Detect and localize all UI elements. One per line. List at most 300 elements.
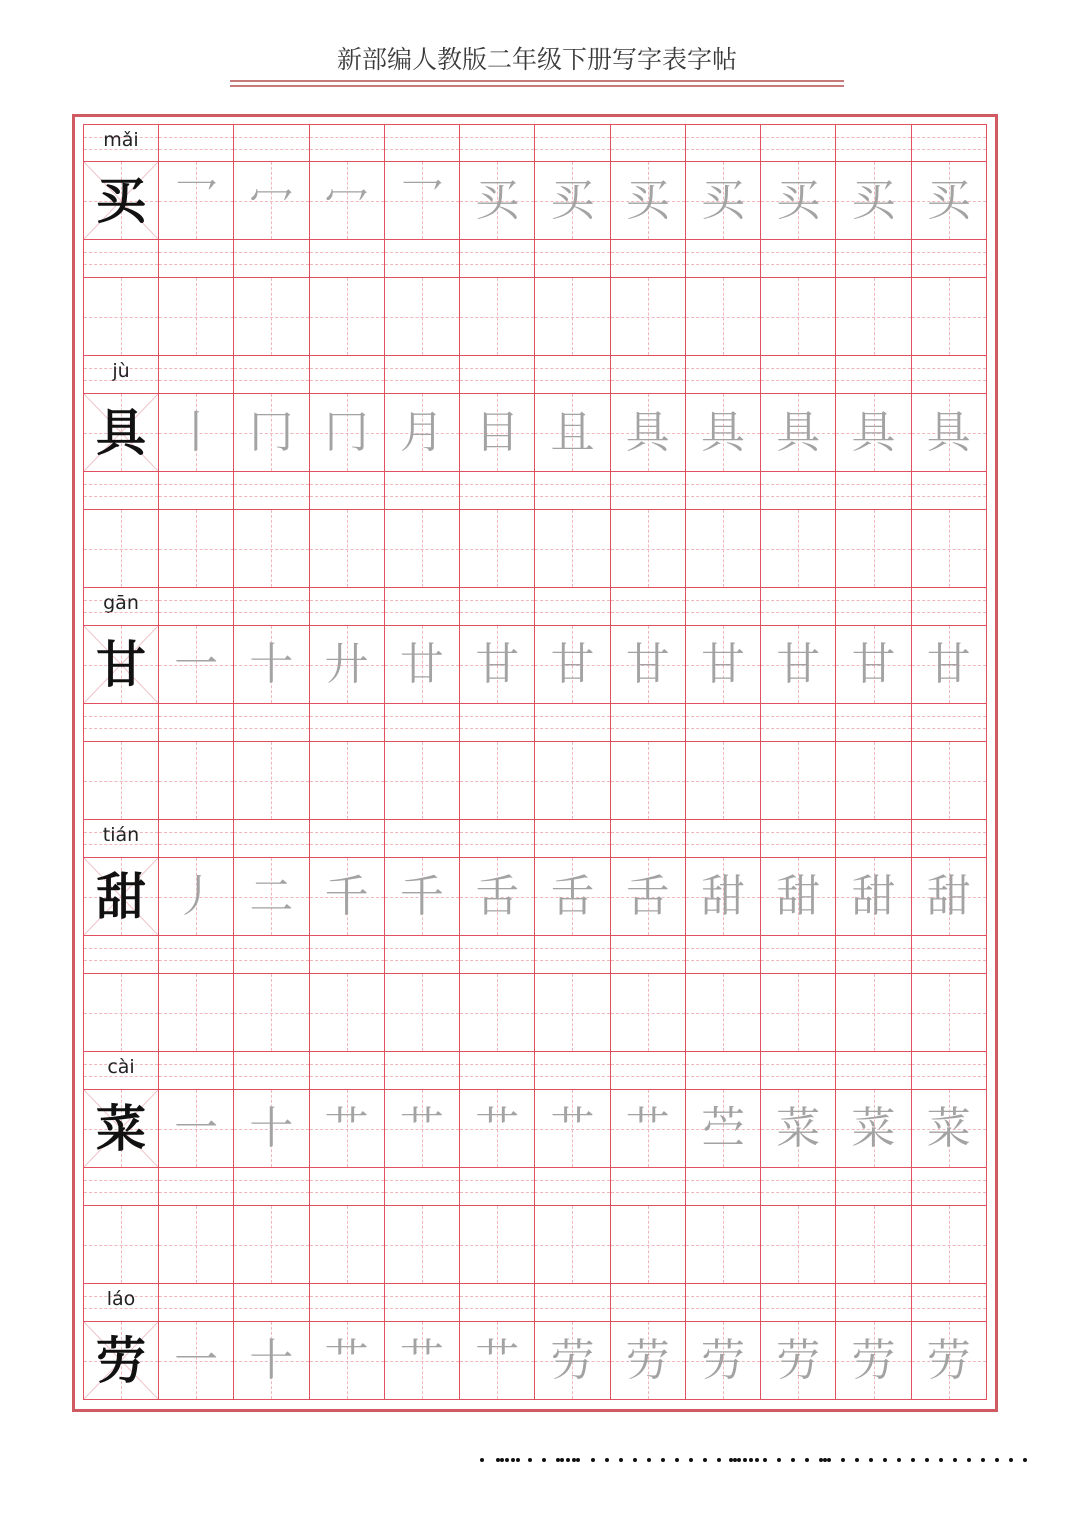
- stroke-step-glyph: 甘: [926, 639, 971, 690]
- pinyin-label: jù: [112, 360, 130, 382]
- blank-writing-cell[interactable]: [159, 510, 234, 588]
- blank-writing-cell[interactable]: [761, 974, 836, 1052]
- pinyin-practice-cell: [460, 1052, 535, 1090]
- blank-pinyin-cell: [535, 472, 610, 510]
- stroke-step-glyph: 舌: [475, 871, 520, 922]
- blank-pinyin-cell: [159, 704, 234, 742]
- pinyin-practice-cell: [611, 1052, 686, 1090]
- pinyin-practice-cell: [836, 124, 911, 162]
- stroke-order-cell: [912, 626, 987, 704]
- character-block: [83, 588, 987, 820]
- blank-writing-cell[interactable]: [159, 278, 234, 356]
- horizontal-guide: [761, 1013, 835, 1014]
- blank-writing-row: [83, 742, 987, 820]
- blank-writing-cell[interactable]: [611, 974, 686, 1052]
- pinyin-practice-cell: [310, 588, 385, 626]
- model-character: 具: [96, 403, 146, 462]
- horizontal-guide: [611, 1013, 685, 1014]
- footer-dots: [470, 1458, 1070, 1468]
- pinyin-practice-cell: [460, 820, 535, 858]
- character-block: [83, 1052, 987, 1284]
- horizontal-guide: [761, 781, 835, 782]
- blank-pinyin-cell: [159, 936, 234, 974]
- stroke-order-cell: [310, 626, 385, 704]
- stroke-order-cell: [460, 162, 535, 240]
- stroke-step-glyph: 甘: [475, 639, 520, 690]
- dot: [703, 1458, 707, 1462]
- stroke-order-cell: [385, 626, 460, 704]
- blank-pinyin-cell: [385, 1168, 460, 1206]
- horizontal-guide: [234, 549, 308, 550]
- pinyin-practice-cell: [234, 1052, 309, 1090]
- pinyin-practice-cell: [159, 1284, 234, 1322]
- stroke-step-glyph: 劳: [851, 1335, 896, 1386]
- blank-pinyin-row: [83, 472, 987, 510]
- stroke-step-glyph: 乛: [174, 175, 219, 226]
- blank-writing-cell[interactable]: [611, 278, 686, 356]
- stroke-step-glyph: 买: [475, 175, 520, 226]
- stroke-step-glyph: 一: [174, 639, 219, 690]
- stroke-order-cell: [310, 162, 385, 240]
- pinyin-practice-cell: [912, 588, 987, 626]
- stroke-order-cell: [686, 1090, 761, 1168]
- pinyin-practice-cell: [460, 1284, 535, 1322]
- stroke-order-cell: [159, 162, 234, 240]
- blank-writing-cell[interactable]: [611, 1206, 686, 1284]
- blank-writing-cell[interactable]: [686, 742, 761, 820]
- blank-writing-cell[interactable]: [761, 278, 836, 356]
- stroke-order-cell: [234, 858, 309, 936]
- horizontal-guide: [385, 317, 459, 318]
- blank-pinyin-cell: [836, 240, 911, 278]
- horizontal-guide: [686, 317, 760, 318]
- stroke-step-glyph: 艹: [399, 1103, 444, 1154]
- stroke-order-cell: [836, 394, 911, 472]
- dot: [953, 1458, 957, 1462]
- dot: [511, 1458, 515, 1462]
- pinyin-practice-cell: [761, 820, 836, 858]
- pinyin-cell: [83, 356, 159, 394]
- dot: [591, 1458, 595, 1462]
- horizontal-guide: [611, 317, 685, 318]
- stroke-order-cell: [385, 394, 460, 472]
- dot: [689, 1458, 693, 1462]
- blank-pinyin-cell: [83, 472, 159, 510]
- stroke-order-cell: [611, 1322, 686, 1400]
- dot: [542, 1458, 546, 1462]
- dot: [755, 1458, 759, 1462]
- blank-writing-cell[interactable]: [686, 974, 761, 1052]
- pinyin-practice-cell: [385, 820, 460, 858]
- blank-pinyin-cell: [310, 936, 385, 974]
- blank-writing-cell[interactable]: [611, 742, 686, 820]
- blank-pinyin-cell: [611, 704, 686, 742]
- blank-writing-cell[interactable]: [310, 742, 385, 820]
- horizontal-guide: [912, 317, 986, 318]
- pinyin-practice-cell: [234, 1284, 309, 1322]
- blank-pinyin-cell: [686, 936, 761, 974]
- blank-writing-cell[interactable]: [83, 974, 159, 1052]
- stroke-step-glyph: 甜: [851, 871, 896, 922]
- blank-pinyin-cell: [686, 704, 761, 742]
- horizontal-guide: [535, 1013, 609, 1014]
- stroke-order-cell: [234, 394, 309, 472]
- blank-writing-cell[interactable]: [234, 278, 309, 356]
- model-character-cell: [83, 626, 159, 704]
- stroke-order-cell: [535, 162, 610, 240]
- pinyin-cell: [83, 124, 159, 162]
- horizontal-guide: [460, 781, 534, 782]
- blank-writing-cell[interactable]: [686, 278, 761, 356]
- blank-pinyin-cell: [385, 472, 460, 510]
- pinyin-practice-cell: [310, 1284, 385, 1322]
- pinyin-practice-cell: [686, 124, 761, 162]
- stroke-step-glyph: 廾: [324, 639, 369, 690]
- blank-pinyin-cell: [611, 240, 686, 278]
- stroke-order-cell: [686, 1322, 761, 1400]
- stroke-step-glyph: 冂: [324, 407, 369, 458]
- horizontal-guide: [310, 1245, 384, 1246]
- stroke-order-cell: [159, 394, 234, 472]
- stroke-order-cell: [761, 1322, 836, 1400]
- stroke-step-glyph: 甘: [625, 639, 670, 690]
- pinyin-practice-cell: [385, 1052, 460, 1090]
- blank-writing-cell[interactable]: [912, 1206, 987, 1284]
- blank-pinyin-cell: [912, 1168, 987, 1206]
- blank-writing-cell[interactable]: [535, 742, 610, 820]
- character-block: [83, 820, 987, 1052]
- character-block: [83, 356, 987, 588]
- stroke-step-glyph: 月: [399, 407, 444, 458]
- blank-pinyin-cell: [611, 472, 686, 510]
- blank-writing-cell[interactable]: [686, 510, 761, 588]
- dot: [633, 1458, 637, 1462]
- blank-writing-cell[interactable]: [535, 510, 610, 588]
- blank-writing-cell[interactable]: [836, 510, 911, 588]
- blank-pinyin-row: [83, 1168, 987, 1206]
- stroke-step-glyph: 艹: [399, 1335, 444, 1386]
- blank-writing-cell[interactable]: [159, 1206, 234, 1284]
- blank-writing-cell[interactable]: [385, 510, 460, 588]
- blank-writing-cell[interactable]: [460, 278, 535, 356]
- blank-pinyin-cell: [686, 1168, 761, 1206]
- dot: [855, 1458, 859, 1462]
- stroke-step-glyph: 一: [174, 1103, 219, 1154]
- stroke-step-glyph: 十: [249, 1335, 294, 1386]
- blank-pinyin-cell: [836, 1168, 911, 1206]
- blank-writing-cell[interactable]: [385, 1206, 460, 1284]
- stroke-step-glyph: 菜: [851, 1103, 896, 1154]
- stroke-order-cell: [761, 1090, 836, 1168]
- stroke-order-cell: [686, 162, 761, 240]
- stroke-step-glyph: 丨: [174, 407, 219, 458]
- dot: [566, 1458, 570, 1462]
- blank-pinyin-cell: [761, 704, 836, 742]
- stroke-order-cell: [836, 858, 911, 936]
- blank-writing-cell[interactable]: [385, 278, 460, 356]
- blank-pinyin-cell: [385, 704, 460, 742]
- stroke-order-cell: [912, 858, 987, 936]
- model-character-cell: [83, 858, 159, 936]
- stroke-order-cell: [460, 1322, 535, 1400]
- stroke-order-cell: [385, 1322, 460, 1400]
- pinyin-practice-cell: [836, 820, 911, 858]
- blank-pinyin-cell: [234, 704, 309, 742]
- horizontal-guide: [836, 1013, 910, 1014]
- blank-writing-cell[interactable]: [460, 974, 535, 1052]
- blank-writing-cell[interactable]: [159, 974, 234, 1052]
- stroke-step-glyph: 舌: [550, 871, 595, 922]
- dot: [605, 1458, 609, 1462]
- dot: [717, 1458, 721, 1462]
- stroke-step-glyph: 目: [475, 407, 520, 458]
- horizontal-guide: [385, 1245, 459, 1246]
- blank-pinyin-cell: [761, 936, 836, 974]
- stroke-step-glyph: 冖: [249, 175, 294, 226]
- horizontal-guide: [535, 1245, 609, 1246]
- pinyin-practice-cell: [912, 356, 987, 394]
- stroke-order-cell: [535, 858, 610, 936]
- pinyin-practice-cell: [836, 1052, 911, 1090]
- stroke-order-cell: [611, 394, 686, 472]
- blank-writing-cell[interactable]: [761, 742, 836, 820]
- blank-writing-cell[interactable]: [761, 1206, 836, 1284]
- stroke-step-glyph: 具: [776, 407, 821, 458]
- pinyin-practice-cell: [761, 1284, 836, 1322]
- stroke-order-cell: [686, 626, 761, 704]
- pinyin-practice-cell: [460, 124, 535, 162]
- pinyin-cell: [83, 588, 159, 626]
- stroke-step-glyph: 具: [851, 407, 896, 458]
- blank-writing-cell[interactable]: [234, 742, 309, 820]
- model-character: 甘: [96, 635, 146, 694]
- pinyin-practice-cell: [535, 1284, 610, 1322]
- character-row: [83, 1090, 987, 1168]
- stroke-order-cell: [611, 1090, 686, 1168]
- blank-writing-cell[interactable]: [912, 742, 987, 820]
- stroke-order-cell: [761, 858, 836, 936]
- stroke-order-cell: [234, 626, 309, 704]
- blank-writing-cell[interactable]: [460, 1206, 535, 1284]
- blank-pinyin-cell: [836, 936, 911, 974]
- pinyin-cell: [83, 1284, 159, 1322]
- pinyin-practice-cell: [234, 124, 309, 162]
- pinyin-practice-cell: [836, 588, 911, 626]
- blank-pinyin-row: [83, 704, 987, 742]
- horizontal-guide: [912, 1245, 986, 1246]
- horizontal-guide: [460, 317, 534, 318]
- blank-writing-cell[interactable]: [611, 510, 686, 588]
- pinyin-label: láo: [106, 1288, 136, 1310]
- blank-pinyin-cell: [912, 936, 987, 974]
- stroke-order-cell: [912, 1322, 987, 1400]
- horizontal-guide: [84, 781, 158, 782]
- stroke-step-glyph: 苎: [700, 1103, 745, 1154]
- blank-writing-cell[interactable]: [234, 1206, 309, 1284]
- pinyin-label: cài: [107, 1056, 135, 1078]
- pinyin-practice-cell: [535, 356, 610, 394]
- stroke-step-glyph: 十: [249, 1103, 294, 1154]
- horizontal-guide: [385, 1013, 459, 1014]
- stroke-step-glyph: 艹: [324, 1335, 369, 1386]
- blank-writing-cell[interactable]: [310, 1206, 385, 1284]
- blank-pinyin-cell: [912, 472, 987, 510]
- pinyin-practice-cell: [686, 1284, 761, 1322]
- blank-writing-cell[interactable]: [310, 510, 385, 588]
- horizontal-guide: [310, 317, 384, 318]
- blank-writing-cell[interactable]: [460, 510, 535, 588]
- stroke-order-cell: [535, 394, 610, 472]
- stroke-order-cell: [460, 394, 535, 472]
- pinyin-practice-cell: [310, 124, 385, 162]
- stroke-step-glyph: 千: [399, 871, 444, 922]
- title-rule-bottom: [230, 85, 844, 87]
- pinyin-practice-cell: [912, 820, 987, 858]
- pinyin-row: [83, 1052, 987, 1090]
- blank-pinyin-cell: [234, 936, 309, 974]
- stroke-step-glyph: 十: [249, 639, 294, 690]
- pinyin-practice-cell: [234, 356, 309, 394]
- model-character-cell: [83, 162, 159, 240]
- blank-writing-cell[interactable]: [836, 742, 911, 820]
- stroke-step-glyph: 艹: [324, 1103, 369, 1154]
- stroke-order-cell: [385, 1090, 460, 1168]
- page-title: 新部编人教版二年级下册写字表字帖: [336, 45, 737, 74]
- horizontal-guide: [611, 549, 685, 550]
- blank-writing-cell[interactable]: [385, 742, 460, 820]
- pinyin-practice-cell: [761, 356, 836, 394]
- blank-writing-cell[interactable]: [912, 510, 987, 588]
- stroke-step-glyph: 具: [625, 407, 670, 458]
- blank-writing-cell[interactable]: [310, 278, 385, 356]
- horizontal-guide: [686, 1013, 760, 1014]
- horizontal-guide: [460, 1013, 534, 1014]
- pinyin-practice-cell: [686, 1052, 761, 1090]
- stroke-order-cell: [836, 1090, 911, 1168]
- stroke-step-glyph: 买: [776, 175, 821, 226]
- blank-pinyin-cell: [535, 240, 610, 278]
- blank-writing-cell[interactable]: [234, 510, 309, 588]
- stroke-order-cell: [159, 1322, 234, 1400]
- blank-writing-cell[interactable]: [686, 1206, 761, 1284]
- dot: [841, 1458, 845, 1462]
- blank-writing-cell[interactable]: [535, 974, 610, 1052]
- blank-pinyin-cell: [385, 240, 460, 278]
- dot: [777, 1458, 781, 1462]
- dot: [805, 1458, 809, 1462]
- blank-pinyin-cell: [159, 472, 234, 510]
- blank-pinyin-cell: [159, 240, 234, 278]
- stroke-order-cell: [761, 394, 836, 472]
- practice-grid: [83, 124, 987, 1400]
- horizontal-guide: [234, 781, 308, 782]
- blank-writing-cell[interactable]: [83, 278, 159, 356]
- blank-pinyin-cell: [535, 1168, 610, 1206]
- stroke-step-glyph: 千: [324, 871, 369, 922]
- model-character: 买: [96, 171, 146, 230]
- pinyin-practice-cell: [836, 1284, 911, 1322]
- pinyin-label: mǎi: [103, 129, 139, 151]
- blank-pinyin-cell: [83, 1168, 159, 1206]
- blank-writing-cell[interactable]: [460, 742, 535, 820]
- horizontal-guide: [159, 549, 233, 550]
- blank-writing-cell[interactable]: [234, 974, 309, 1052]
- pinyin-row: [83, 356, 987, 394]
- blank-writing-cell[interactable]: [761, 510, 836, 588]
- blank-writing-cell[interactable]: [912, 974, 987, 1052]
- blank-writing-cell[interactable]: [83, 1206, 159, 1284]
- model-character: 甜: [96, 867, 146, 926]
- title-rule-top: [230, 80, 844, 82]
- dot: [911, 1458, 915, 1462]
- pinyin-practice-cell: [310, 820, 385, 858]
- blank-writing-cell[interactable]: [535, 278, 610, 356]
- blank-writing-cell[interactable]: [385, 974, 460, 1052]
- blank-writing-cell[interactable]: [836, 278, 911, 356]
- stroke-step-glyph: 劳: [700, 1335, 745, 1386]
- horizontal-guide: [310, 1013, 384, 1014]
- model-character: 菜: [96, 1099, 146, 1158]
- stroke-order-cell: [912, 162, 987, 240]
- horizontal-guide: [535, 317, 609, 318]
- horizontal-guide: [761, 317, 835, 318]
- stroke-order-cell: [460, 1090, 535, 1168]
- pinyin-practice-cell: [535, 820, 610, 858]
- horizontal-guide: [84, 1245, 158, 1246]
- blank-pinyin-cell: [460, 240, 535, 278]
- pinyin-practice-cell: [686, 356, 761, 394]
- blank-pinyin-cell: [912, 240, 987, 278]
- horizontal-guide: [611, 781, 685, 782]
- pinyin-label: tián: [102, 824, 140, 846]
- blank-pinyin-cell: [310, 1168, 385, 1206]
- pinyin-practice-cell: [535, 588, 610, 626]
- dot: [981, 1458, 985, 1462]
- stroke-step-glyph: 劳: [625, 1335, 670, 1386]
- blank-pinyin-row: [83, 936, 987, 974]
- pinyin-practice-cell: [159, 588, 234, 626]
- pinyin-practice-cell: [611, 124, 686, 162]
- blank-writing-cell[interactable]: [310, 974, 385, 1052]
- blank-writing-cell[interactable]: [159, 742, 234, 820]
- blank-pinyin-cell: [234, 1168, 309, 1206]
- blank-writing-cell[interactable]: [912, 278, 987, 356]
- stroke-step-glyph: 具: [926, 407, 971, 458]
- dot: [1009, 1458, 1013, 1462]
- horizontal-guide: [686, 1245, 760, 1246]
- character-row: [83, 162, 987, 240]
- horizontal-guide: [761, 549, 835, 550]
- dot: [576, 1458, 580, 1462]
- dot: [883, 1458, 887, 1462]
- blank-writing-cell[interactable]: [83, 742, 159, 820]
- dot: [743, 1458, 747, 1462]
- pinyin-practice-cell: [912, 1284, 987, 1322]
- blank-writing-row: [83, 278, 987, 356]
- dot: [480, 1458, 484, 1462]
- stroke-step-glyph: 二: [249, 871, 294, 922]
- stroke-step-glyph: 丿: [174, 871, 219, 922]
- stroke-order-cell: [535, 626, 610, 704]
- stroke-step-glyph: 买: [851, 175, 896, 226]
- model-character-cell: [83, 1322, 159, 1400]
- stroke-order-cell: [761, 162, 836, 240]
- blank-writing-cell[interactable]: [83, 510, 159, 588]
- blank-writing-cell[interactable]: [535, 1206, 610, 1284]
- blank-writing-cell[interactable]: [836, 974, 911, 1052]
- blank-writing-cell[interactable]: [836, 1206, 911, 1284]
- blank-pinyin-cell: [761, 472, 836, 510]
